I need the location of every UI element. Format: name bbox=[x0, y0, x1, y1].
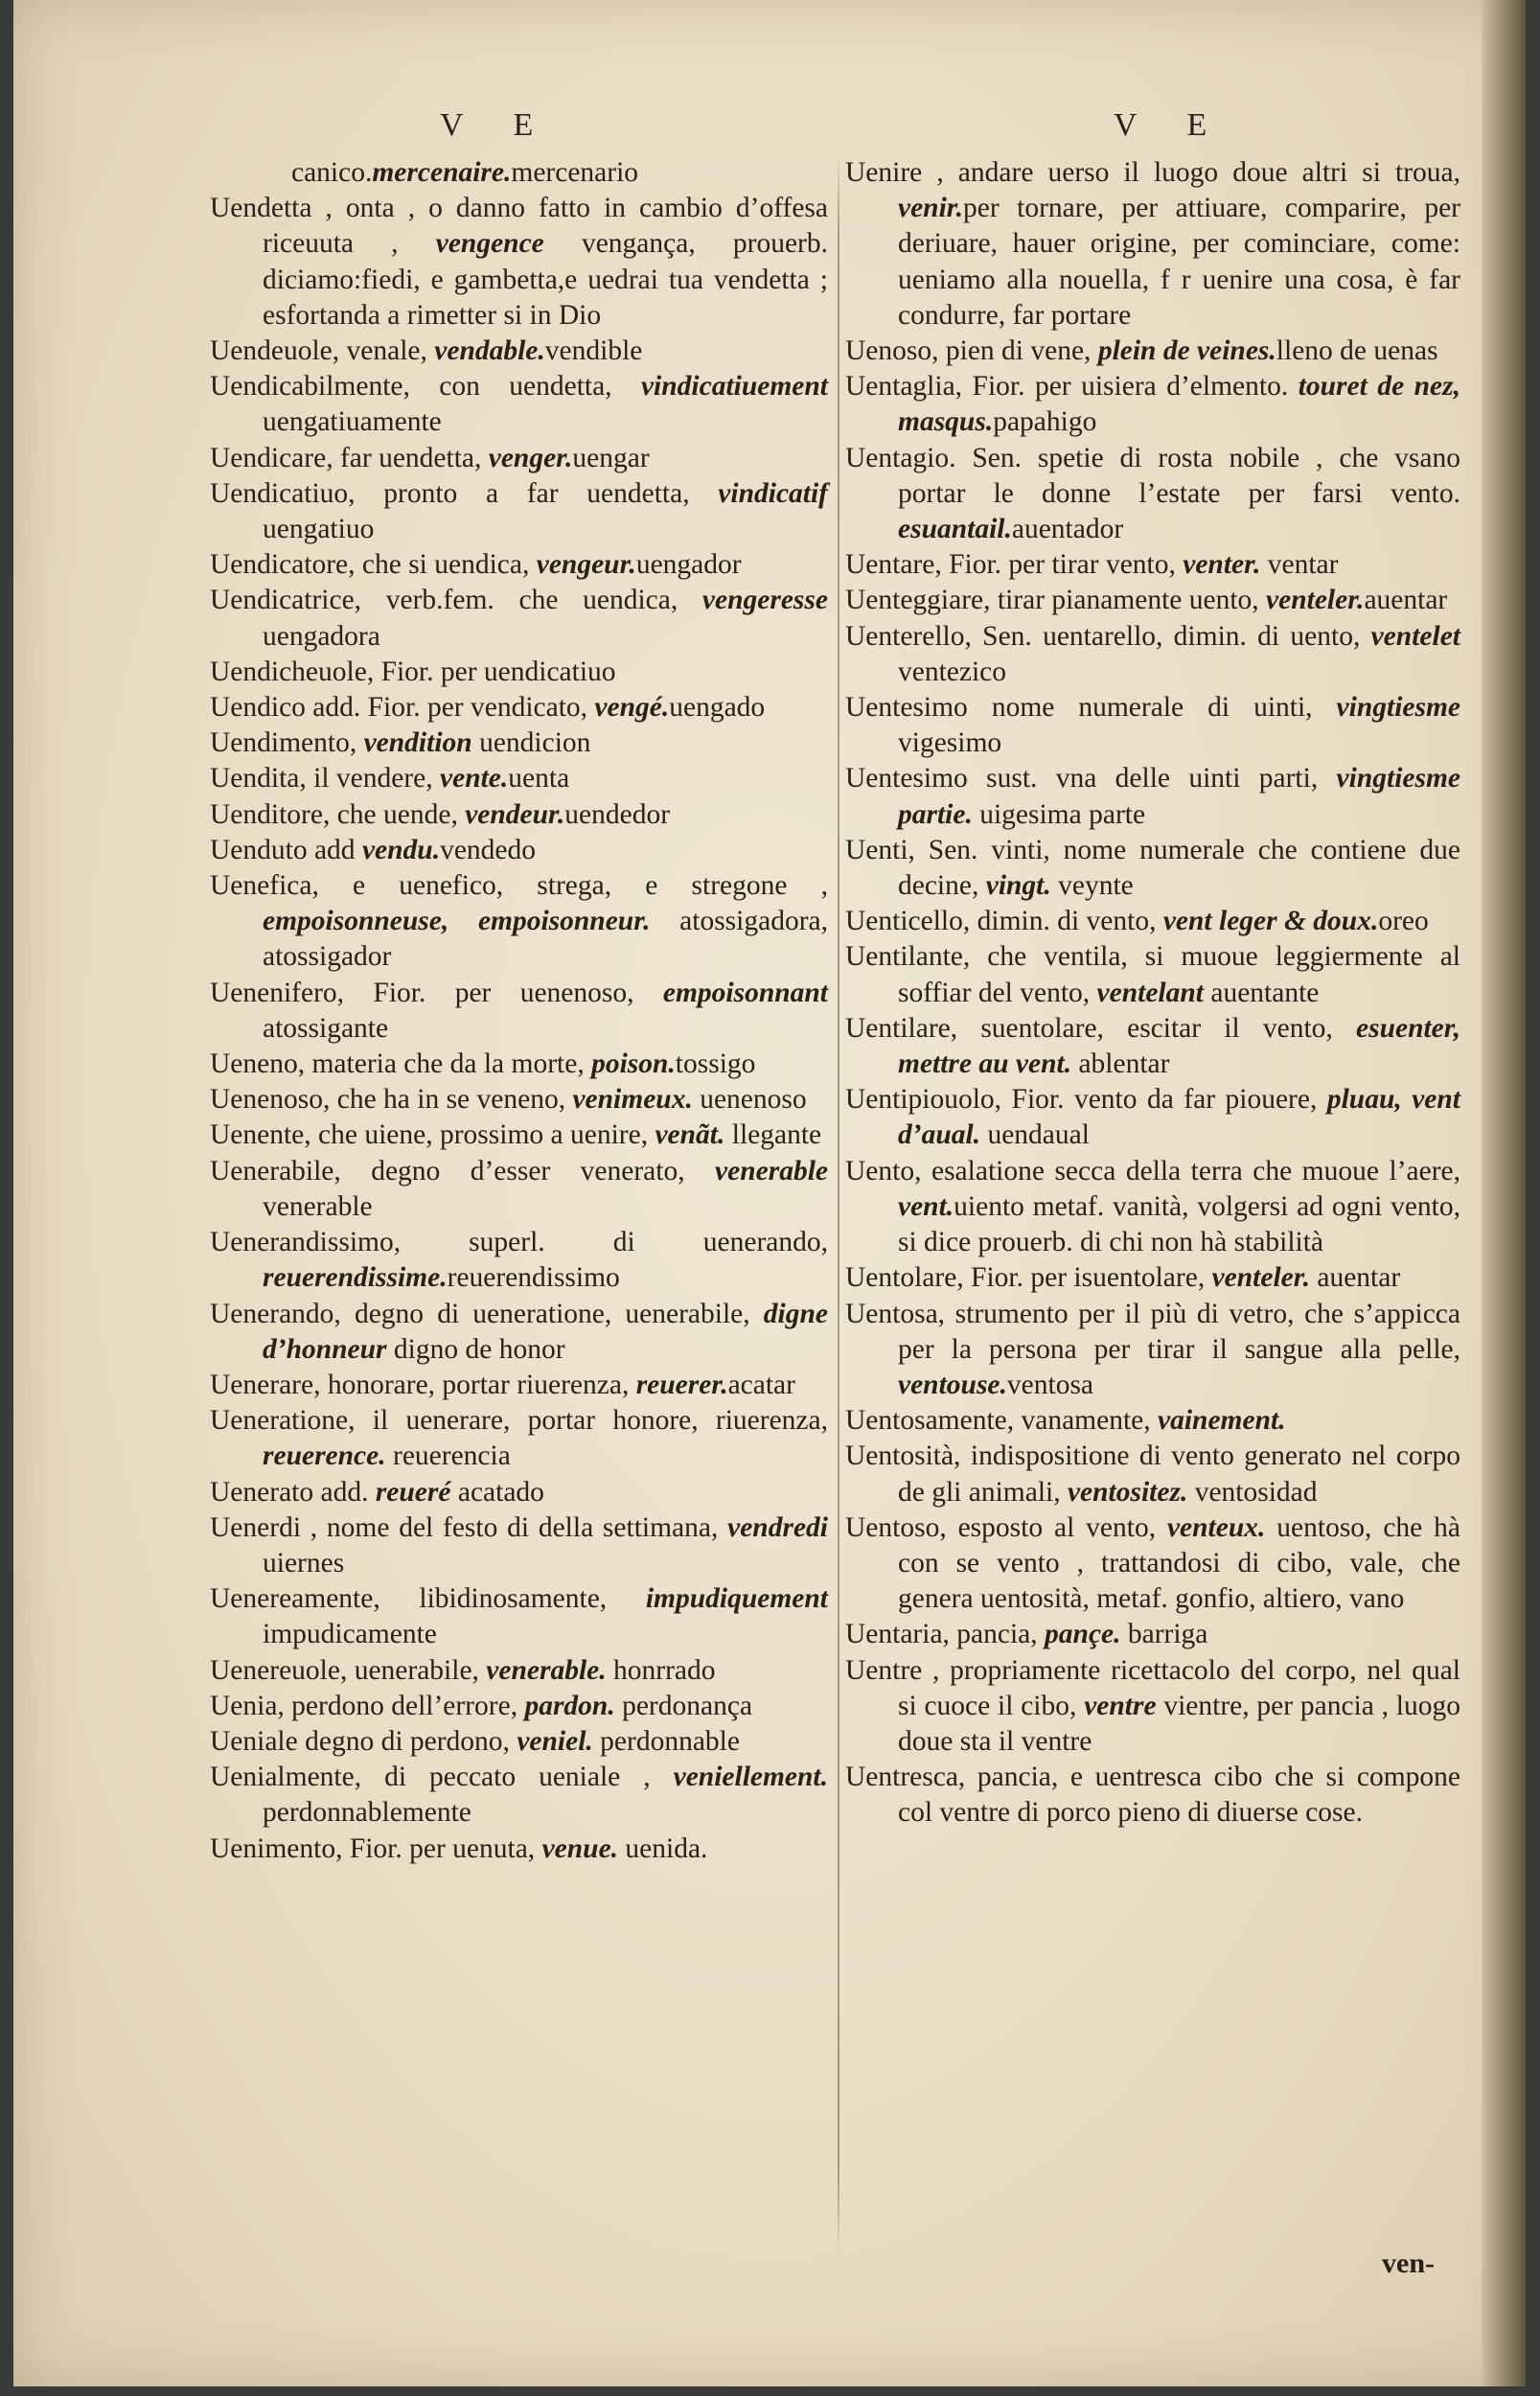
entry-spanish-text: auentante bbox=[1203, 977, 1320, 1008]
entry-french-term: vengence bbox=[435, 228, 544, 260]
entry-french-term: empoisonneuse, empoisonneur. bbox=[263, 906, 651, 937]
entry-italian-text: Uenterello, Sen. uentarello, dimin. di uento, bbox=[845, 620, 1371, 652]
dictionary-entry bbox=[210, 1297, 828, 1368]
entry-french-term: vendable. bbox=[434, 335, 545, 367]
dictionary-entry bbox=[845, 1260, 1460, 1296]
entry-italian-text: canico. bbox=[291, 157, 373, 188]
entry-spanish-text: uendicion bbox=[471, 727, 591, 759]
entry-spanish-text: auentar bbox=[1309, 1262, 1401, 1294]
entry-spanish-text: acatado bbox=[450, 1476, 544, 1508]
dictionary-entry bbox=[210, 1047, 828, 1082]
entry-french-term: vendu. bbox=[361, 834, 441, 865]
entry-french-term: venãt. bbox=[655, 1119, 725, 1151]
dictionary-entry bbox=[210, 155, 828, 191]
entry-french-term: venteler. bbox=[1211, 1262, 1310, 1294]
dictionary-entry bbox=[845, 1403, 1460, 1439]
entry-italian-text: Uentaria, pancia, bbox=[845, 1619, 1046, 1650]
entry-italian-text: Uenoso, pien di vene, bbox=[845, 335, 1098, 367]
entry-french-term: reuerendissime. bbox=[263, 1262, 448, 1294]
entry-french-term: venue. bbox=[541, 1832, 619, 1864]
entry-spanish-text: ablentar bbox=[1071, 1048, 1170, 1080]
entry-french-term: veniellement. bbox=[673, 1762, 828, 1793]
left-column bbox=[210, 155, 828, 1867]
entry-italian-text: Uentare, Fior. per tirar vento, bbox=[845, 549, 1184, 581]
entry-spanish-text: lleno de uenas bbox=[1276, 335, 1438, 367]
entry-italian-text: Uentolare, Fior. per isuentolare, bbox=[845, 1262, 1212, 1294]
dictionary-entry bbox=[845, 1082, 1460, 1153]
entry-french-term: venter. bbox=[1183, 549, 1261, 581]
entry-french-term: ventre bbox=[1084, 1690, 1157, 1721]
column-divider bbox=[838, 153, 839, 2252]
entry-italian-text: Uentresca, pancia, e uentresca cibo che si compone col ventre di porco pieno di diuerse cose. bbox=[845, 1762, 1460, 1829]
entry-spanish-text: acatar bbox=[727, 1369, 795, 1400]
entry-spanish-text: vendedo bbox=[440, 834, 536, 865]
entry-french-term: vendredi bbox=[727, 1511, 828, 1543]
entry-french-term: vendition bbox=[363, 727, 472, 759]
entry-italian-text: Ueneratione, il uenerare, portar honore, riuerenza, bbox=[210, 1405, 828, 1437]
entry-french-term: vingtiesme partie. bbox=[898, 763, 1460, 830]
entry-french-term: venerable. bbox=[486, 1654, 607, 1686]
entry-french-term: vingtiesme bbox=[1336, 692, 1460, 724]
entry-french-term: empoisonnant bbox=[662, 977, 828, 1008]
entry-italian-text: Uenerato add. bbox=[210, 1476, 376, 1508]
entry-italian-text: Uentosità, indispositione di vento generato nel corpo de gli animali, bbox=[845, 1440, 1460, 1508]
dictionary-entry bbox=[210, 797, 828, 833]
entry-spanish-text: uiento metaf. vanità, volgersi ad ogni vento, si dice prouerb. di chi non hà stabilità bbox=[898, 1190, 1460, 1258]
entry-italian-text: Uendicatrice, verb.fem. che uendica, bbox=[210, 585, 702, 616]
entry-spanish-text: per tornare, per attiuare, comparire, per deriuare, hauer origine, per cominciare, come: ueniamo alla nouella, f r uenire una cosa, è far condurre, far portare bbox=[898, 193, 1460, 331]
entry-french-term: vindicatif bbox=[718, 477, 828, 509]
dictionary-entry bbox=[845, 334, 1460, 369]
right-column bbox=[845, 155, 1460, 1832]
entry-spanish-text: barriga bbox=[1120, 1619, 1208, 1650]
dictionary-entry bbox=[845, 1154, 1460, 1261]
entry-spanish-text: uenta bbox=[508, 763, 570, 795]
entry-italian-text: Uentilante, che ventila, si muoue leggiermente al soffiar del vento, bbox=[845, 941, 1460, 1008]
entry-spanish-text: oreo bbox=[1378, 906, 1429, 937]
entry-french-term: impudiquement bbox=[645, 1583, 828, 1615]
dictionary-entry bbox=[210, 1082, 828, 1117]
dictionary-entry bbox=[845, 1297, 1460, 1404]
entry-french-term: poison. bbox=[591, 1048, 676, 1080]
entry-spanish-text: venerable bbox=[263, 1190, 373, 1222]
dictionary-entry bbox=[845, 441, 1460, 548]
dictionary-entry bbox=[210, 761, 828, 796]
entry-spanish-text: reuerencia bbox=[385, 1440, 511, 1472]
dictionary-entry bbox=[845, 1439, 1460, 1509]
entry-italian-text: Uendicare, far uendetta, bbox=[210, 442, 489, 473]
entry-italian-text: Uentosamente, vanamente, bbox=[845, 1405, 1159, 1437]
entry-french-term: reuerer. bbox=[635, 1369, 728, 1400]
entry-spanish-text: perdonnablemente bbox=[263, 1797, 471, 1829]
dictionary-entry bbox=[210, 369, 828, 440]
entry-italian-text: Uendicatore, che si uendica, bbox=[210, 549, 537, 581]
entry-french-term: vainement. bbox=[1158, 1405, 1286, 1437]
entry-spanish-text: vientre, per pancia , luogo doue sta il ventre bbox=[898, 1690, 1461, 1757]
entry-italian-text: Uendita, il vendere, bbox=[210, 763, 441, 795]
entry-french-term: vendeur. bbox=[465, 798, 565, 830]
entry-spanish-text: uendedor bbox=[564, 798, 671, 830]
entry-italian-text: Uenerando, degno di ueneratione, uenerabile, bbox=[210, 1298, 764, 1329]
entry-spanish-text: tossigo bbox=[675, 1048, 756, 1080]
dictionary-entry bbox=[210, 1760, 828, 1831]
dictionary-entry bbox=[210, 1475, 828, 1510]
dictionary-entry bbox=[210, 1154, 828, 1225]
entry-french-term: ventouse. bbox=[898, 1369, 1007, 1400]
entry-italian-text: Ueniale degno di perdono, bbox=[210, 1725, 517, 1757]
entry-spanish-text: impudicamente bbox=[263, 1619, 437, 1650]
entry-french-term: venerable bbox=[715, 1155, 828, 1186]
dictionary-entry bbox=[210, 547, 828, 583]
entry-italian-text: Uentaglia, Fior. per uisiera d’elmento. bbox=[845, 371, 1299, 403]
dictionary-entry bbox=[845, 690, 1460, 761]
entry-spanish-text: veynte bbox=[1050, 870, 1134, 902]
dictionary-entry bbox=[210, 1689, 828, 1724]
entry-italian-text: Uendeuole, venale, bbox=[210, 335, 435, 367]
dictionary-entry bbox=[210, 868, 828, 976]
entry-italian-text: Uenerabile, degno d’esser venerato, bbox=[210, 1155, 716, 1186]
entry-spanish-text: auentador bbox=[1011, 514, 1124, 545]
entry-italian-text: Uenereamente, libidinosamente, bbox=[210, 1583, 646, 1615]
entry-italian-text: Uenduto add bbox=[210, 834, 362, 865]
dictionary-entry bbox=[210, 1225, 828, 1296]
entry-italian-text: Uentosa, strumento per il più di vetro, che s’appicca per la persona per tirar il sangue alla pelle, bbox=[845, 1298, 1460, 1365]
entry-spanish-text: uentoso, che hà con se vento , trattandosi di cibo, vale, che genera uentosità, metaf. gonfio, altiero, vano bbox=[898, 1511, 1460, 1615]
entry-spanish-text: papahigo bbox=[993, 406, 1097, 438]
entry-french-term: ventelet bbox=[1370, 620, 1460, 652]
entry-french-term: vente. bbox=[440, 763, 509, 795]
dictionary-entry bbox=[210, 583, 828, 654]
entry-italian-text: Uentesimo sust. vna delle uinti parti, bbox=[845, 763, 1337, 795]
entry-spanish-text: uengadora bbox=[263, 620, 380, 652]
entry-spanish-text: uengador bbox=[635, 549, 742, 581]
entry-italian-text: Uenenifero, Fior. per uenenoso, bbox=[210, 977, 663, 1008]
entry-spanish-text: ventosa bbox=[1006, 1369, 1094, 1400]
entry-spanish-text: atossigante bbox=[263, 1012, 389, 1044]
entry-spanish-text: uengatiuo bbox=[263, 514, 375, 545]
entry-italian-text: Uenerdi , nome del festo di della settimana, bbox=[210, 1511, 728, 1543]
dictionary-entry bbox=[210, 833, 828, 868]
entry-spanish-text: ventezico bbox=[898, 656, 1007, 687]
entry-spanish-text: mercenario bbox=[511, 157, 639, 188]
entry-spanish-text: perdonança bbox=[614, 1690, 753, 1721]
dictionary-page bbox=[13, 0, 1526, 2386]
entry-french-term: esuantail. bbox=[898, 514, 1012, 545]
dictionary-entry bbox=[845, 1653, 1460, 1761]
entry-french-term: esuenter, mettre au vent. bbox=[898, 1012, 1460, 1080]
entry-italian-text: Uenia, perdono dell’errore, bbox=[210, 1690, 525, 1721]
entry-italian-text: Uentre , propriamente ricettacolo del corpo, nel qual si cuoce il cibo, bbox=[845, 1654, 1460, 1721]
dictionary-entry bbox=[845, 547, 1460, 583]
dictionary-entry bbox=[210, 690, 828, 726]
entry-french-term: vengeresse bbox=[701, 585, 828, 616]
entry-spanish-text: uenida. bbox=[618, 1832, 708, 1864]
entry-italian-text: Uenefica, e uenefico, strega, e stregone , bbox=[210, 870, 828, 902]
dictionary-entry bbox=[210, 655, 828, 690]
entry-spanish-text: auentar bbox=[1364, 585, 1448, 616]
entry-spanish-text: vendible bbox=[544, 335, 643, 367]
dictionary-entry bbox=[210, 976, 828, 1047]
dictionary-entry bbox=[845, 1011, 1460, 1082]
entry-italian-text: Uendicheuole, Fior. per uendicatiuo bbox=[210, 656, 616, 687]
entry-french-term: reueré bbox=[375, 1476, 451, 1508]
dictionary-entry bbox=[210, 1653, 828, 1689]
catchword: ven- bbox=[1382, 2247, 1435, 2279]
entry-italian-text: Uentagio. Sen. spetie di rosta nobile , che vsano portar le donne l’estate per farsi vento. bbox=[845, 442, 1460, 509]
book-binding-edge bbox=[1482, 0, 1526, 2386]
dictionary-entry bbox=[210, 1581, 828, 1652]
entry-italian-text: Uendicatiuo, pronto a far uendetta, bbox=[210, 477, 719, 509]
dictionary-entry bbox=[845, 904, 1460, 939]
dictionary-entry bbox=[210, 1510, 828, 1581]
entry-spanish-text: vigesimo bbox=[898, 727, 1002, 759]
entry-italian-text: Ueneno, materia che da la morte, bbox=[210, 1048, 592, 1080]
entry-french-term: vingt. bbox=[985, 870, 1051, 902]
dictionary-entry bbox=[210, 726, 828, 761]
entry-italian-text: Uenenoso, che ha in se veneno, bbox=[210, 1084, 573, 1116]
dictionary-entry bbox=[845, 939, 1460, 1010]
entry-french-term: touret de nez, masqus. bbox=[898, 371, 1461, 438]
entry-spanish-text: ventosidad bbox=[1187, 1476, 1318, 1508]
entry-french-term: mercenaire. bbox=[372, 157, 512, 188]
entry-spanish-text: uigesima parte bbox=[972, 798, 1146, 830]
entry-spanish-text: uenenoso bbox=[692, 1084, 807, 1116]
entry-spanish-text: llegante bbox=[724, 1119, 822, 1151]
entry-french-term: pardon. bbox=[524, 1690, 615, 1721]
entry-french-term: venteler. bbox=[1266, 585, 1365, 616]
entry-italian-text: Uentipiouolo, Fior. vento da far piouere, bbox=[845, 1084, 1327, 1116]
entry-french-term: venir. bbox=[898, 193, 964, 224]
entry-italian-text: Uendicabilmente, con uendetta, bbox=[210, 371, 641, 403]
entry-italian-text: Uenticello, dimin. di vento, bbox=[845, 906, 1163, 937]
entry-spanish-text: perdonnable bbox=[592, 1725, 740, 1757]
entry-italian-text: Uento, esalatione secca della terra che muoue l’aere, bbox=[845, 1155, 1460, 1186]
entry-italian-text: Uenimento, Fior. per uenuta, bbox=[210, 1832, 542, 1864]
entry-italian-text: Uentesimo nome numerale di uinti, bbox=[845, 692, 1337, 724]
running-header-left: V E bbox=[440, 107, 555, 143]
dictionary-entry bbox=[210, 1403, 828, 1474]
entry-french-term: reuerence. bbox=[263, 1440, 386, 1472]
entry-spanish-text: atossigadora, atossigador bbox=[263, 906, 828, 973]
entry-italian-text: Uentilare, suentolare, escitar il vento, bbox=[845, 1012, 1356, 1044]
entry-spanish-text: honrrado bbox=[606, 1654, 716, 1686]
entry-spanish-text: uendaual bbox=[980, 1119, 1090, 1151]
dictionary-entry bbox=[210, 1368, 828, 1403]
entry-italian-text: Uenialmente, di peccato ueniale , bbox=[210, 1762, 674, 1793]
entry-french-term: vent. bbox=[898, 1190, 954, 1222]
entry-italian-text: Uenerare, honorare, portar riuerenza, bbox=[210, 1369, 636, 1400]
dictionary-entry bbox=[210, 1724, 828, 1760]
dictionary-entry bbox=[210, 191, 828, 334]
dictionary-entry bbox=[210, 1117, 828, 1153]
entry-french-term: vent leger & doux. bbox=[1162, 906, 1379, 937]
entry-french-term: ventositez. bbox=[1067, 1476, 1188, 1508]
entry-italian-text: Uenditore, che uende, bbox=[210, 798, 466, 830]
dictionary-entry bbox=[845, 761, 1460, 832]
entry-italian-text: Uendimento, bbox=[210, 727, 364, 759]
entry-spanish-text: uiernes bbox=[263, 1547, 345, 1578]
entry-french-term: plein de veines. bbox=[1097, 335, 1276, 367]
entry-spanish-text: digno de honor bbox=[386, 1333, 565, 1365]
dictionary-entry bbox=[845, 155, 1460, 334]
dictionary-entry bbox=[210, 334, 828, 369]
entry-french-term: vindicatiuement bbox=[640, 371, 828, 403]
entry-french-term: digne d’honneur bbox=[263, 1298, 828, 1365]
entry-french-term: vengé. bbox=[594, 692, 670, 724]
dictionary-entry bbox=[845, 833, 1460, 904]
entry-italian-text: Uendico add. Fior. per vendicato, bbox=[210, 692, 595, 724]
running-header-right: V E bbox=[1114, 107, 1229, 143]
entry-italian-text: Uentoso, esposto al vento, bbox=[845, 1511, 1167, 1543]
entry-spanish-text: uengatiuamente bbox=[263, 406, 442, 438]
dictionary-entry bbox=[845, 369, 1460, 440]
entry-italian-text: Uenereuole, uenerabile, bbox=[210, 1654, 487, 1686]
entry-italian-text: Uendetta , onta , o danno fatto in cambio d’offesa riceuuta , bbox=[210, 193, 828, 260]
entry-spanish-text: uengado bbox=[669, 692, 766, 724]
entry-french-term: pançe. bbox=[1045, 1619, 1121, 1650]
entry-spanish-text: reuerendissimo bbox=[447, 1262, 620, 1294]
entry-french-term: venger. bbox=[488, 442, 573, 473]
entry-spanish-text: uengar bbox=[572, 442, 650, 473]
entry-french-term: veniel. bbox=[517, 1725, 593, 1757]
entry-french-term: ventelant bbox=[1096, 977, 1204, 1008]
entry-italian-text: Uenteggiare, tirar pianamente uento, bbox=[845, 585, 1267, 616]
entry-french-term: venteux. bbox=[1166, 1511, 1266, 1543]
entry-spanish-text: vengança, prouerb. diciamo:fiedi, e gambetta,e uedrai tua vendetta ; esfortanda a rimetter si in Dio bbox=[263, 228, 828, 331]
entry-french-term: pluau, vent d’aual. bbox=[898, 1084, 1460, 1151]
dictionary-entry bbox=[210, 476, 828, 547]
dictionary-entry bbox=[210, 1832, 828, 1867]
entry-italian-text: Uenerandissimo, superl. di uenerando, bbox=[210, 1227, 828, 1258]
entry-italian-text: Uenti, Sen. vinti, nome numerale che contiene due decine, bbox=[845, 834, 1460, 902]
dictionary-entry bbox=[845, 1760, 1460, 1831]
dictionary-entry bbox=[845, 583, 1460, 618]
dictionary-entry bbox=[845, 619, 1460, 690]
entry-french-term: venimeux. bbox=[572, 1084, 693, 1116]
dictionary-entry bbox=[845, 1617, 1460, 1652]
entry-spanish-text: ventar bbox=[1260, 549, 1339, 581]
entry-french-term: vengeur. bbox=[536, 549, 636, 581]
dictionary-entry bbox=[845, 1510, 1460, 1618]
dictionary-entry bbox=[210, 441, 828, 476]
entry-italian-text: Uenente, che uiene, prossimo a uenire, bbox=[210, 1119, 655, 1151]
entry-italian-text: Uenire , andare uerso il luogo doue altri si troua, bbox=[845, 157, 1460, 188]
